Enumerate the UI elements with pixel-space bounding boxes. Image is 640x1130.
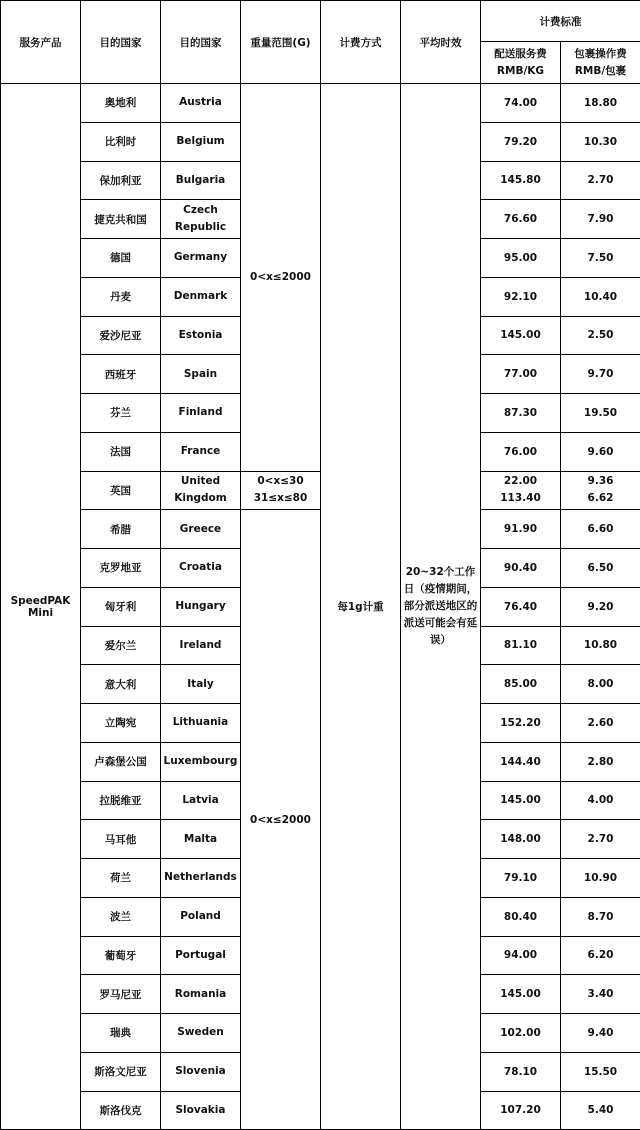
delivery-fee-cell: 81.10 — [481, 626, 561, 665]
delivery-fee-cell: 102.00 — [481, 1014, 561, 1053]
delivery-fee-cell — [481, 471, 561, 510]
weight-range-uk-cell-line-2: 31≤x≤80 — [241, 490, 320, 507]
billing-method-cell: 每1g计重 — [321, 84, 401, 1130]
country-cn-cell: 英国 — [81, 471, 161, 510]
country-en-cell: Netherlands — [161, 859, 241, 898]
country-en-cell: Romania — [161, 975, 241, 1014]
delivery-fee-cell: 152.20 — [481, 704, 561, 743]
delivery-fee-cell: 87.30 — [481, 394, 561, 433]
handling-fee-cell: 10.90 — [561, 859, 640, 898]
country-en-cell: France — [161, 432, 241, 471]
country-cn-cell: 比利时 — [81, 122, 161, 161]
delivery-fee-cell: 80.40 — [481, 897, 561, 936]
delivery-fee-cell: 76.60 — [481, 200, 561, 239]
country-en-cell: Lithuania — [161, 704, 241, 743]
handling-fee-cell-line-2: 6.62 — [561, 490, 640, 507]
header-delivery-fee — [481, 42, 561, 84]
handling-fee-cell: 6.50 — [561, 549, 640, 588]
country-cn-cell: 马耳他 — [81, 820, 161, 859]
header-avg-delivery-time: 平均时效 — [401, 1, 481, 84]
handling-fee-cell: 2.70 — [561, 820, 640, 859]
delivery-fee-cell: 91.90 — [481, 510, 561, 549]
country-cn-cell: 荷兰 — [81, 859, 161, 898]
handling-fee-cell: 2.60 — [561, 704, 640, 743]
country-en-cell: Finland — [161, 394, 241, 433]
country-cn-cell: 丹麦 — [81, 277, 161, 316]
handling-fee-cell: 7.50 — [561, 239, 640, 278]
country-en-cell: Denmark — [161, 277, 241, 316]
handling-fee-cell: 6.60 — [561, 510, 640, 549]
country-cn-cell: 斯洛文尼亚 — [81, 1052, 161, 1091]
delivery-fee-cell: 85.00 — [481, 665, 561, 704]
header-handling-fee — [561, 42, 640, 84]
handling-fee-cell: 3.40 — [561, 975, 640, 1014]
header-service-product: 服务产品 — [1, 1, 81, 84]
handling-fee-cell: 18.80 — [561, 84, 640, 123]
country-cn-cell: 芬兰 — [81, 394, 161, 433]
delivery-fee-cell: 144.40 — [481, 742, 561, 781]
country-cn-cell: 德国 — [81, 239, 161, 278]
weight-range-uk-cell-line-1: 0<x≤30 — [241, 473, 320, 490]
country-cn-cell: 匈牙利 — [81, 587, 161, 626]
handling-fee-cell: 9.60 — [561, 432, 640, 471]
handling-fee-cell: 7.90 — [561, 200, 640, 239]
handling-fee-cell: 6.20 — [561, 936, 640, 975]
handling-fee-cell: 9.70 — [561, 355, 640, 394]
country-en-cell: Latvia — [161, 781, 241, 820]
handling-fee-cell — [561, 471, 640, 510]
table-row — [1, 471, 640, 510]
delivery-fee-cell: 95.00 — [481, 239, 561, 278]
country-en-cell: Greece — [161, 510, 241, 549]
handling-fee-cell: 8.00 — [561, 665, 640, 704]
delivery-fee-cell: 79.10 — [481, 859, 561, 898]
handling-fee-cell: 8.70 — [561, 897, 640, 936]
header-weight-range: 重量范围(G) — [241, 1, 321, 84]
handling-fee-cell: 2.50 — [561, 316, 640, 355]
country-en-cell: Italy — [161, 665, 241, 704]
country-cn-cell: 西班牙 — [81, 355, 161, 394]
handling-fee-cell: 15.50 — [561, 1052, 640, 1091]
country-cn-cell: 希腊 — [81, 510, 161, 549]
country-en-cell: Slovenia — [161, 1052, 241, 1091]
handling-fee-cell: 19.50 — [561, 394, 640, 433]
country-cn-cell: 保加利亚 — [81, 161, 161, 200]
header-handling-fee-label: 包裹操作费 — [561, 46, 640, 63]
delivery-fee-cell: 148.00 — [481, 820, 561, 859]
country-cn-cell: 葡萄牙 — [81, 936, 161, 975]
country-en-cell: Ireland — [161, 626, 241, 665]
country-cn-cell: 爱尔兰 — [81, 626, 161, 665]
handling-fee-cell: 9.20 — [561, 587, 640, 626]
country-en-cell: Croatia — [161, 549, 241, 588]
country-en-cell: Bulgaria — [161, 161, 241, 200]
header-delivery-fee-unit: RMB/KG — [481, 63, 560, 80]
header-dest-country-cn: 目的国家 — [81, 1, 161, 84]
country-en-cell: Sweden — [161, 1014, 241, 1053]
service-product-cell: SpeedPAK Mini — [1, 84, 81, 1130]
handling-fee-cell: 4.00 — [561, 781, 640, 820]
delivery-fee-cell-line-1: 22.00 — [481, 473, 560, 490]
handling-fee-cell: 2.70 — [561, 161, 640, 200]
delivery-fee-cell: 74.00 — [481, 84, 561, 123]
header-fee-standard: 计费标准 — [481, 1, 640, 42]
delivery-time-cell: 20~32个工作日（疫情期间，部分派送地区的派送可能会有延误） — [401, 84, 481, 1130]
country-cn-cell: 爱沙尼亚 — [81, 316, 161, 355]
handling-fee-cell: 10.30 — [561, 122, 640, 161]
country-cn-cell: 克罗地亚 — [81, 549, 161, 588]
country-en-cell: Hungary — [161, 587, 241, 626]
country-en-cell: Czech Republic — [161, 200, 241, 239]
country-en-cell: Malta — [161, 820, 241, 859]
delivery-fee-cell: 145.00 — [481, 316, 561, 355]
country-cn-cell: 斯洛伐克 — [81, 1091, 161, 1130]
delivery-fee-cell: 76.40 — [481, 587, 561, 626]
country-en-cell: Spain — [161, 355, 241, 394]
handling-fee-cell: 5.40 — [561, 1091, 640, 1130]
handling-fee-cell: 10.80 — [561, 626, 640, 665]
delivery-fee-cell-line-2: 113.40 — [481, 490, 560, 507]
delivery-fee-cell: 145.80 — [481, 161, 561, 200]
country-cn-cell: 拉脱维亚 — [81, 781, 161, 820]
delivery-fee-cell: 79.20 — [481, 122, 561, 161]
handling-fee-cell: 2.80 — [561, 742, 640, 781]
country-en-cell: Slovakia — [161, 1091, 241, 1130]
country-cn-cell: 法国 — [81, 432, 161, 471]
country-cn-cell: 瑞典 — [81, 1014, 161, 1053]
country-en-cell: Germany — [161, 239, 241, 278]
country-cn-cell: 奥地利 — [81, 84, 161, 123]
table-row — [1, 510, 640, 549]
delivery-fee-cell: 92.10 — [481, 277, 561, 316]
country-cn-cell: 捷克共和国 — [81, 200, 161, 239]
delivery-fee-cell: 76.00 — [481, 432, 561, 471]
country-en-cell: Estonia — [161, 316, 241, 355]
weight-range-uk-cell — [241, 471, 321, 510]
handling-fee-cell-line-1: 9.36 — [561, 473, 640, 490]
header-billing-method: 计费方式 — [321, 1, 401, 84]
country-en-cell: Luxembourg — [161, 742, 241, 781]
country-en-cell: Austria — [161, 84, 241, 123]
handling-fee-cell: 10.40 — [561, 277, 640, 316]
country-en-cell: United Kingdom — [161, 471, 241, 510]
weight-range-group2-cell: 0<x≤2000 — [241, 510, 321, 1130]
country-cn-cell: 卢森堡公国 — [81, 742, 161, 781]
weight-range-group1-cell: 0<x≤2000 — [241, 84, 321, 472]
delivery-fee-cell: 94.00 — [481, 936, 561, 975]
delivery-fee-cell: 90.40 — [481, 549, 561, 588]
country-cn-cell: 波兰 — [81, 897, 161, 936]
delivery-fee-cell: 107.20 — [481, 1091, 561, 1130]
country-cn-cell: 意大利 — [81, 665, 161, 704]
delivery-fee-cell: 77.00 — [481, 355, 561, 394]
header-delivery-fee-label: 配送服务费 — [481, 46, 560, 63]
header-handling-fee-unit: RMB/包裹 — [561, 63, 640, 80]
country-cn-cell: 立陶宛 — [81, 704, 161, 743]
country-en-cell: Poland — [161, 897, 241, 936]
delivery-fee-cell: 145.00 — [481, 975, 561, 1014]
country-en-cell: Belgium — [161, 122, 241, 161]
header-dest-country-en: 目的国家 — [161, 1, 241, 84]
handling-fee-cell: 9.40 — [561, 1014, 640, 1053]
delivery-fee-cell: 78.10 — [481, 1052, 561, 1091]
delivery-fee-cell: 145.00 — [481, 781, 561, 820]
country-en-cell: Portugal — [161, 936, 241, 975]
table-row — [1, 84, 640, 123]
country-cn-cell: 罗马尼亚 — [81, 975, 161, 1014]
